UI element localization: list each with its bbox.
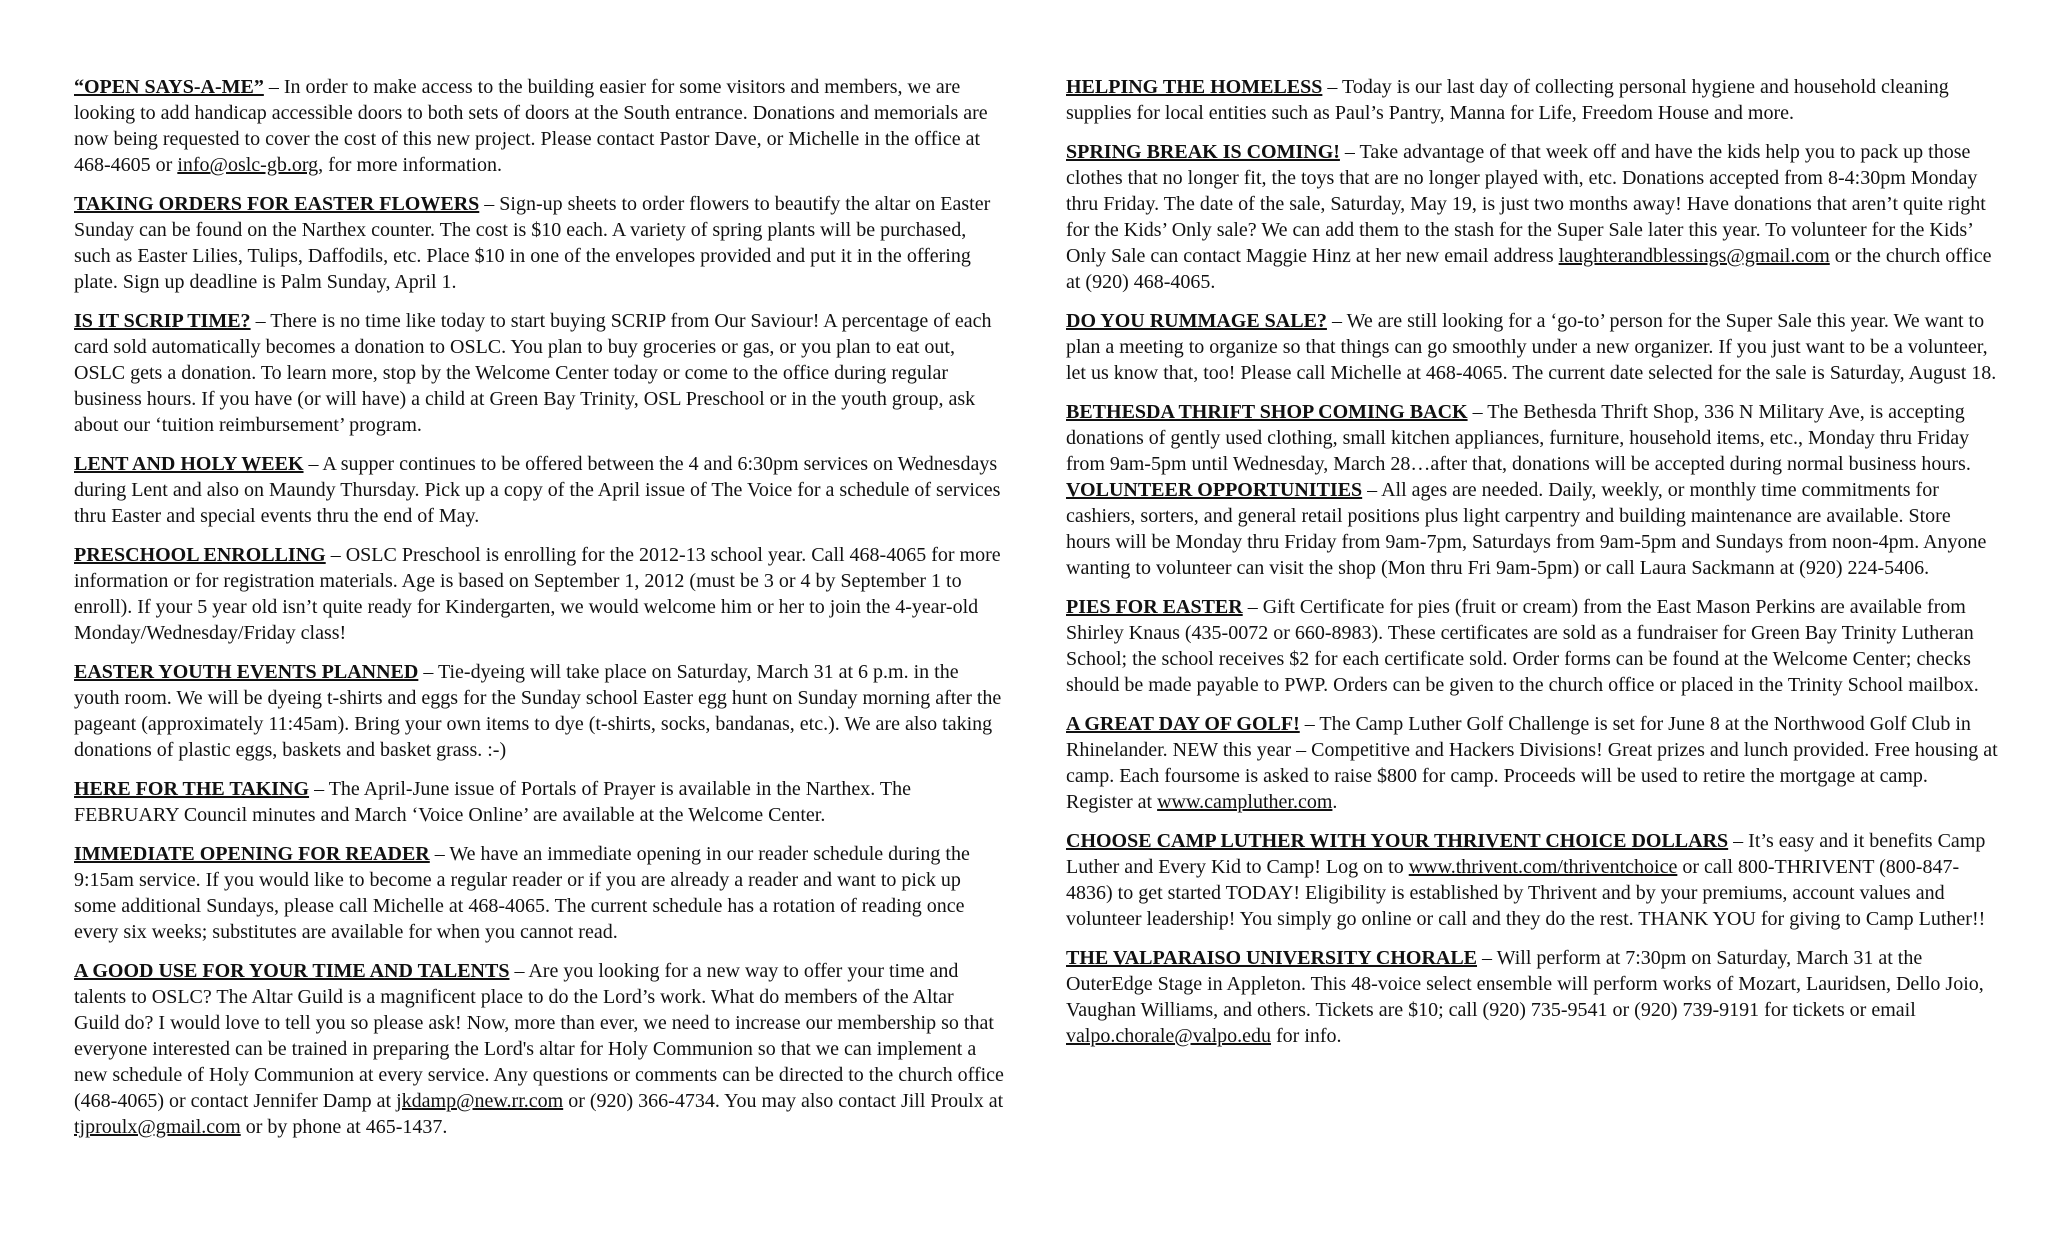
announcement-text: – We have an immediate opening in our reader schedule during the 9:15am service. If you would like to become a regular reader or if you are already a reader and want to pick up some additional Sundays, please call Michelle at 468-4065. The current schedule has a rotation of reading once every six weeks; substitutes are available for when you cannot read. [74, 843, 970, 943]
announcement-text: – OSLC Preschool is enrolling for the 2012-13 school year. Call 468-4065 for more information or for registration materials. Age is based on September 1, 2012 (must be 3 or 4 by September 1 to enroll). If your 5 year old isn’t quite ready for Kindergarten, we would welcome him or her to join the 4-year-old Monday/Wednesday/Friday class! [74, 544, 1001, 644]
announcement-easter-youth-events-planned [74, 659, 1004, 763]
announcement-heading: IMMEDIATE OPENING FOR READER [74, 843, 430, 865]
announcement-text: , for more information. [318, 154, 502, 176]
email-or-web-link[interactable]: jkdamp@new.rr.com [396, 1090, 564, 1112]
announcement-text: – The Bethesda Thrift Shop, 336 N Military Ave, is accepting donations of gently used clothing, small kitchen appliances, furniture, household items, etc., Monday thru Friday from 9am-5pm until Wednesday, March 28…after that, donations will be accepted during normal business hours. [1066, 401, 1971, 475]
email-or-web-link[interactable]: laughterandblessings@gmail.com [1558, 245, 1830, 267]
announcement-text: – There is no time like today to start buying SCRIP from Our Saviour! A percentage of each card sold automatically becomes a donation to OSLC. You plan to buy groceries or gas, or you plan to eat out, OSLC gets a donation. To learn more, stop by the Welcome Center today or come to the office during regular business hours. If you have (or will have) a child at Green Bay Trinity, OSL Preschool or in the youth group, ask about our ‘tuition reimbursement’ program. [74, 310, 992, 436]
announcement-heading: HERE FOR THE TAKING [74, 778, 310, 800]
left-column [74, 74, 1004, 1153]
announcement-heading: SPRING BREAK IS COMING! [1066, 141, 1340, 163]
announcement-heading: TAKING ORDERS FOR EASTER FLOWERS [74, 193, 480, 215]
announcement-text: – Take advantage of that week off and have the kids help you to pack up those clothes that no longer fit, the toys that are no longer played with, etc. Donations accepted from 8-4:30pm Monday thru Friday. The date of the sale, Saturday, May 19, is just two months away! Have donations that aren’t quite right for the Kids’ Only sale? We can add them to the stash for the Super Sale later this year. To volunteer for the Kids’ Only Sale can contact Maggie Hinz at her new email address [1066, 141, 1986, 267]
announcement-text: – The Camp Luther Golf Challenge is set for June 8 at the Northwood Golf Club in Rhinelander. NEW this year – Competitive and Hackers Divisions! Great prizes and lunch provided. Free housing at camp. Each foursome is asked to raise $800 for camp. Proceeds will be used to retire the mortgage at camp. Register at [1066, 713, 1998, 813]
announcement-text: – Tie-dyeing will take place on Saturday, March 31 at 6 p.m. in the youth room. We will be dyeing t-shirts and eggs for the Sunday school Easter egg hunt on Sunday morning after the pageant (approximately 11:45am). Bring your own items to dye (t-shirts, socks, bandanas, etc.). We are also taking donations of plastic eggs, baskets and basket grass. :-) [74, 661, 1002, 761]
announcement-bethesda-thrift-shop-coming-back [1066, 399, 1998, 581]
announcement-text: for info. [1271, 1025, 1342, 1047]
announcement-heading: CHOOSE CAMP LUTHER WITH YOUR THRIVENT CHOICE DOLLARS [1066, 830, 1729, 852]
announcement-heading: DO YOU RUMMAGE SALE? [1066, 310, 1327, 332]
announcement-text: – Gift Certificate for pies (fruit or cream) from the East Mason Perkins are available from Shirley Knaus (435-0072 or 660-8983). These certificates are sold as a fundraiser for Green Bay Trinity Lutheran School; the school receives $2 for each certificate sold. Order forms can be found at the Welcome Center; checks should be made payable to PWP. Orders can be given to the church office or placed in the Trinity School mailbox. [1066, 596, 1979, 696]
announcement-heading: “OPEN SAYS-A-ME” [74, 76, 264, 98]
announcement-text: – Are you looking for a new way to offer your time and talents to OSLC? The Altar Guild is a magnificent place to do the Lord’s work. What do members of the Altar Guild do? I would love to tell you so please ask! Now, more than ever, we need to increase our membership so that everyone interested can be trained in preparing the Lord's altar for Holy Communion so that we can implement a new schedule of Holy Communion at every service. Any questions or comments can be directed to the church office (468-4065) or contact Jennifer Damp at [74, 960, 1004, 1112]
announcement-spring-break-is-coming [1066, 139, 1998, 295]
email-or-web-link[interactable]: www.thrivent.com/thriventchoice [1408, 856, 1678, 878]
announcement-text: – All ages are needed. Daily, weekly, or monthly time commitments for cashiers, sorters, and general retail positions plus light carpentry and building maintenance are available. Store hours will be Monday thru Friday from 9am-7pm, Saturdays from 9am-5pm and Sundays from noon-4pm. Anyone wanting to volunteer can visit the shop (Mon thru Fri 9am-5pm) or call Laura Sackmann at (920) 224-5406. [1066, 479, 1987, 579]
announcement-text: or (920) 366-4734. You may also contact Jill Proulx at [563, 1090, 1004, 1112]
announcement-text: or the church office at (920) 468-4065. [1066, 245, 1992, 293]
announcement-heading: PRESCHOOL ENROLLING [74, 544, 326, 566]
announcement-text: – Sign-up sheets to order flowers to beautify the altar on Easter Sunday can be found on the Narthex counter. The cost is $10 each. A variety of spring plants will be purchased, such as Easter Lilies, Tulips, Daffodils, etc. Place $10 in one of the envelopes provided and put it in the offering plate. Sign up deadline is Palm Sunday, April 1. [74, 193, 991, 293]
email-or-web-link[interactable]: info@oslc-gb.org [177, 154, 319, 176]
announcement-text: – In order to make access to the building easier for some visitors and members, we are looking to add handicap accessible doors to both sets of doors at the South entrance. Donations and memorials are now being requested to cover the cost of this new project. Please contact Pastor Dave, or Michelle in the office at 468-4605 or [74, 76, 988, 176]
announcement-heading: A GOOD USE FOR YOUR TIME AND TALENTS [74, 960, 510, 982]
announcement-heading: PIES FOR EASTER [1066, 596, 1243, 618]
announcement-here-for-the-taking [74, 776, 1004, 828]
announcement-is-it-scrip-time [74, 308, 1004, 438]
announcement-text: . [1332, 791, 1338, 813]
announcement-preschool-enrolling [74, 542, 1004, 646]
announcement-lent-and-holy-week [74, 451, 1004, 529]
right-column [1066, 74, 1998, 1062]
announcement-heading: A GREAT DAY OF GOLF! [1066, 713, 1300, 735]
email-or-web-link[interactable]: tjproulx@gmail.com [74, 1116, 241, 1138]
email-or-web-link[interactable]: www.campluther.com [1157, 791, 1333, 813]
announcement-text: – A supper continues to be offered between the 4 and 6:30pm services on Wednesdays during Lent and also on Maundy Thursday. Pick up a copy of the April issue of The Voice for a schedule of services thru Easter and special events thru the end of May. [74, 453, 1001, 527]
inline-subheading: VOLUNTEER OPPORTUNITIES [1066, 479, 1363, 501]
announcement-helping-the-homeless [1066, 74, 1998, 126]
announcement-heading: EASTER YOUTH EVENTS PLANNED [74, 661, 419, 683]
announcement-text: – It’s easy and it benefits Camp Luther and Every Kid to Camp! Log on to [1066, 830, 1986, 878]
announcement-text: or by phone at 465-1437. [240, 1116, 448, 1138]
announcement-heading: LENT AND HOLY WEEK [74, 453, 304, 475]
announcement-heading: IS IT SCRIP TIME? [74, 310, 251, 332]
announcement-text: – Will perform at 7:30pm on Saturday, March 31 at the OuterEdge Stage in Appleton. This 48-voice select ensemble will perform works of Mozart, Lauridsen, Dello Joio, Vaughan Williams, and others. Tickets are $10; call (920) 735-9541 or (920) 739-9191 for tickets or email [1066, 947, 1984, 1021]
announcement-a-good-use-for-your-time-and-talents [74, 958, 1004, 1140]
email-or-web-link[interactable]: valpo.chorale@valpo.edu [1066, 1025, 1272, 1047]
announcement-text: – The April-June issue of Portals of Prayer is available in the Narthex. The FEBRUARY Council minutes and March ‘Voice Online’ are available at the Welcome Center. [74, 778, 911, 826]
announcement-heading: THE VALPARAISO UNIVERSITY CHORALE [1066, 947, 1478, 969]
announcement-taking-orders-for-easter-flowers [74, 191, 1004, 295]
announcement-immediate-opening-for-reader [74, 841, 1004, 945]
announcement-choose-camp-luther-with-your-thrivent-choice-dollars [1066, 828, 1998, 932]
announcement-heading: BETHESDA THRIFT SHOP COMING BACK [1066, 401, 1468, 423]
announcement-do-you-rummage-sale [1066, 308, 1998, 386]
announcement-a-great-day-of-golf [1066, 711, 1998, 815]
announcement-the-valparaiso-university-chorale [1066, 945, 1998, 1049]
announcement-text: or call 800-THRIVENT (800-847-4836) to get started TODAY! Eligibility is established by Thrivent and by your premiums, account values and volunteer leadership! You simply go online or call and they do the rest. THANK YOU for giving to Camp Luther!! [1066, 856, 1986, 930]
announcement-text: – Today is our last day of collecting personal hygiene and household cleaning supplies for local entities such as Paul’s Pantry, Manna for Life, Freedom House and more. [1066, 76, 1949, 124]
announcement-pies-for-easter [1066, 594, 1998, 698]
announcement-heading: HELPING THE HOMELESS [1066, 76, 1323, 98]
announcement-open-says-a-me [74, 74, 1004, 178]
announcement-text: – We are still looking for a ‘go-to’ person for the Super Sale this year. We want to plan a meeting to organize so that things can go smoothly under a new organizer. If you just want to be a volunteer, let us know that, too! Please call Michelle at 468-4065. The current date selected for the sale is Saturday, August 18. [1066, 310, 1997, 384]
